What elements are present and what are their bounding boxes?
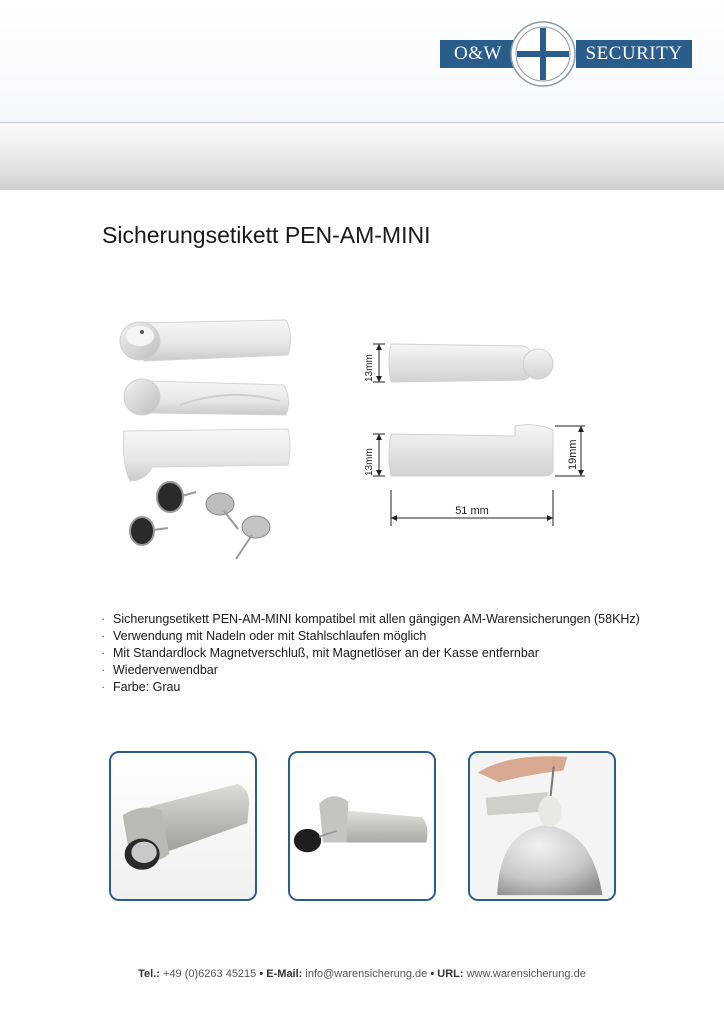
company-logo [440, 20, 692, 88]
dim-label-bottom-height: 13mm [364, 448, 375, 476]
logo-text-left: O&W [440, 40, 516, 68]
email-value[interactable]: info@warensicherung.de [305, 968, 428, 980]
url-label: URL: [437, 968, 464, 980]
header-gradient-band [0, 122, 724, 190]
photo-tag-with-pin [288, 751, 436, 901]
dim-label-top-height: 13mm [364, 354, 375, 382]
separator-dot: • [259, 968, 264, 980]
tag-top-view [120, 320, 291, 361]
dim-label-side-height: 19mm [567, 439, 579, 470]
email-label: E-Mail: [266, 968, 303, 980]
url-value[interactable]: www.warensicherung.de [466, 968, 586, 980]
crosshair-seal-icon [509, 20, 577, 88]
page-title: Sicherungsetikett PEN-AM-MINI [102, 222, 431, 248]
list-item: · Farbe: Grau [101, 680, 181, 694]
list-item: · Mit Standardlock Magnetverschluß, mit Magnetlöser an der Kasse entfernbar [101, 646, 539, 660]
tel-value: +49 (0)6263 45215 [163, 968, 257, 980]
contact-footer [0, 968, 724, 980]
tel-label: Tel.: [138, 968, 160, 980]
tag-bottom-view [124, 379, 289, 415]
dim-label-length: 51 mm [455, 505, 489, 517]
photo-detacher-use [468, 751, 616, 901]
pins-image [130, 482, 270, 559]
product-views-image [110, 305, 310, 570]
list-item: · Verwendung mit Nadeln oder mit Stahlschlaufen möglich [101, 629, 427, 643]
tag-side-view [124, 429, 290, 481]
feature-list [101, 611, 661, 696]
dimension-drawing [355, 330, 595, 530]
separator-dot: • [430, 968, 435, 980]
list-item: · Wiederverwendbar [101, 663, 218, 677]
logo-text-right: SECURITY [576, 40, 692, 68]
list-item: · Sicherungsetikett PEN-AM-MINI kompatibel mit allen gängigen AM-Warensicherungen (58KHz) [101, 612, 640, 626]
photo-tag-closeup [109, 751, 257, 901]
